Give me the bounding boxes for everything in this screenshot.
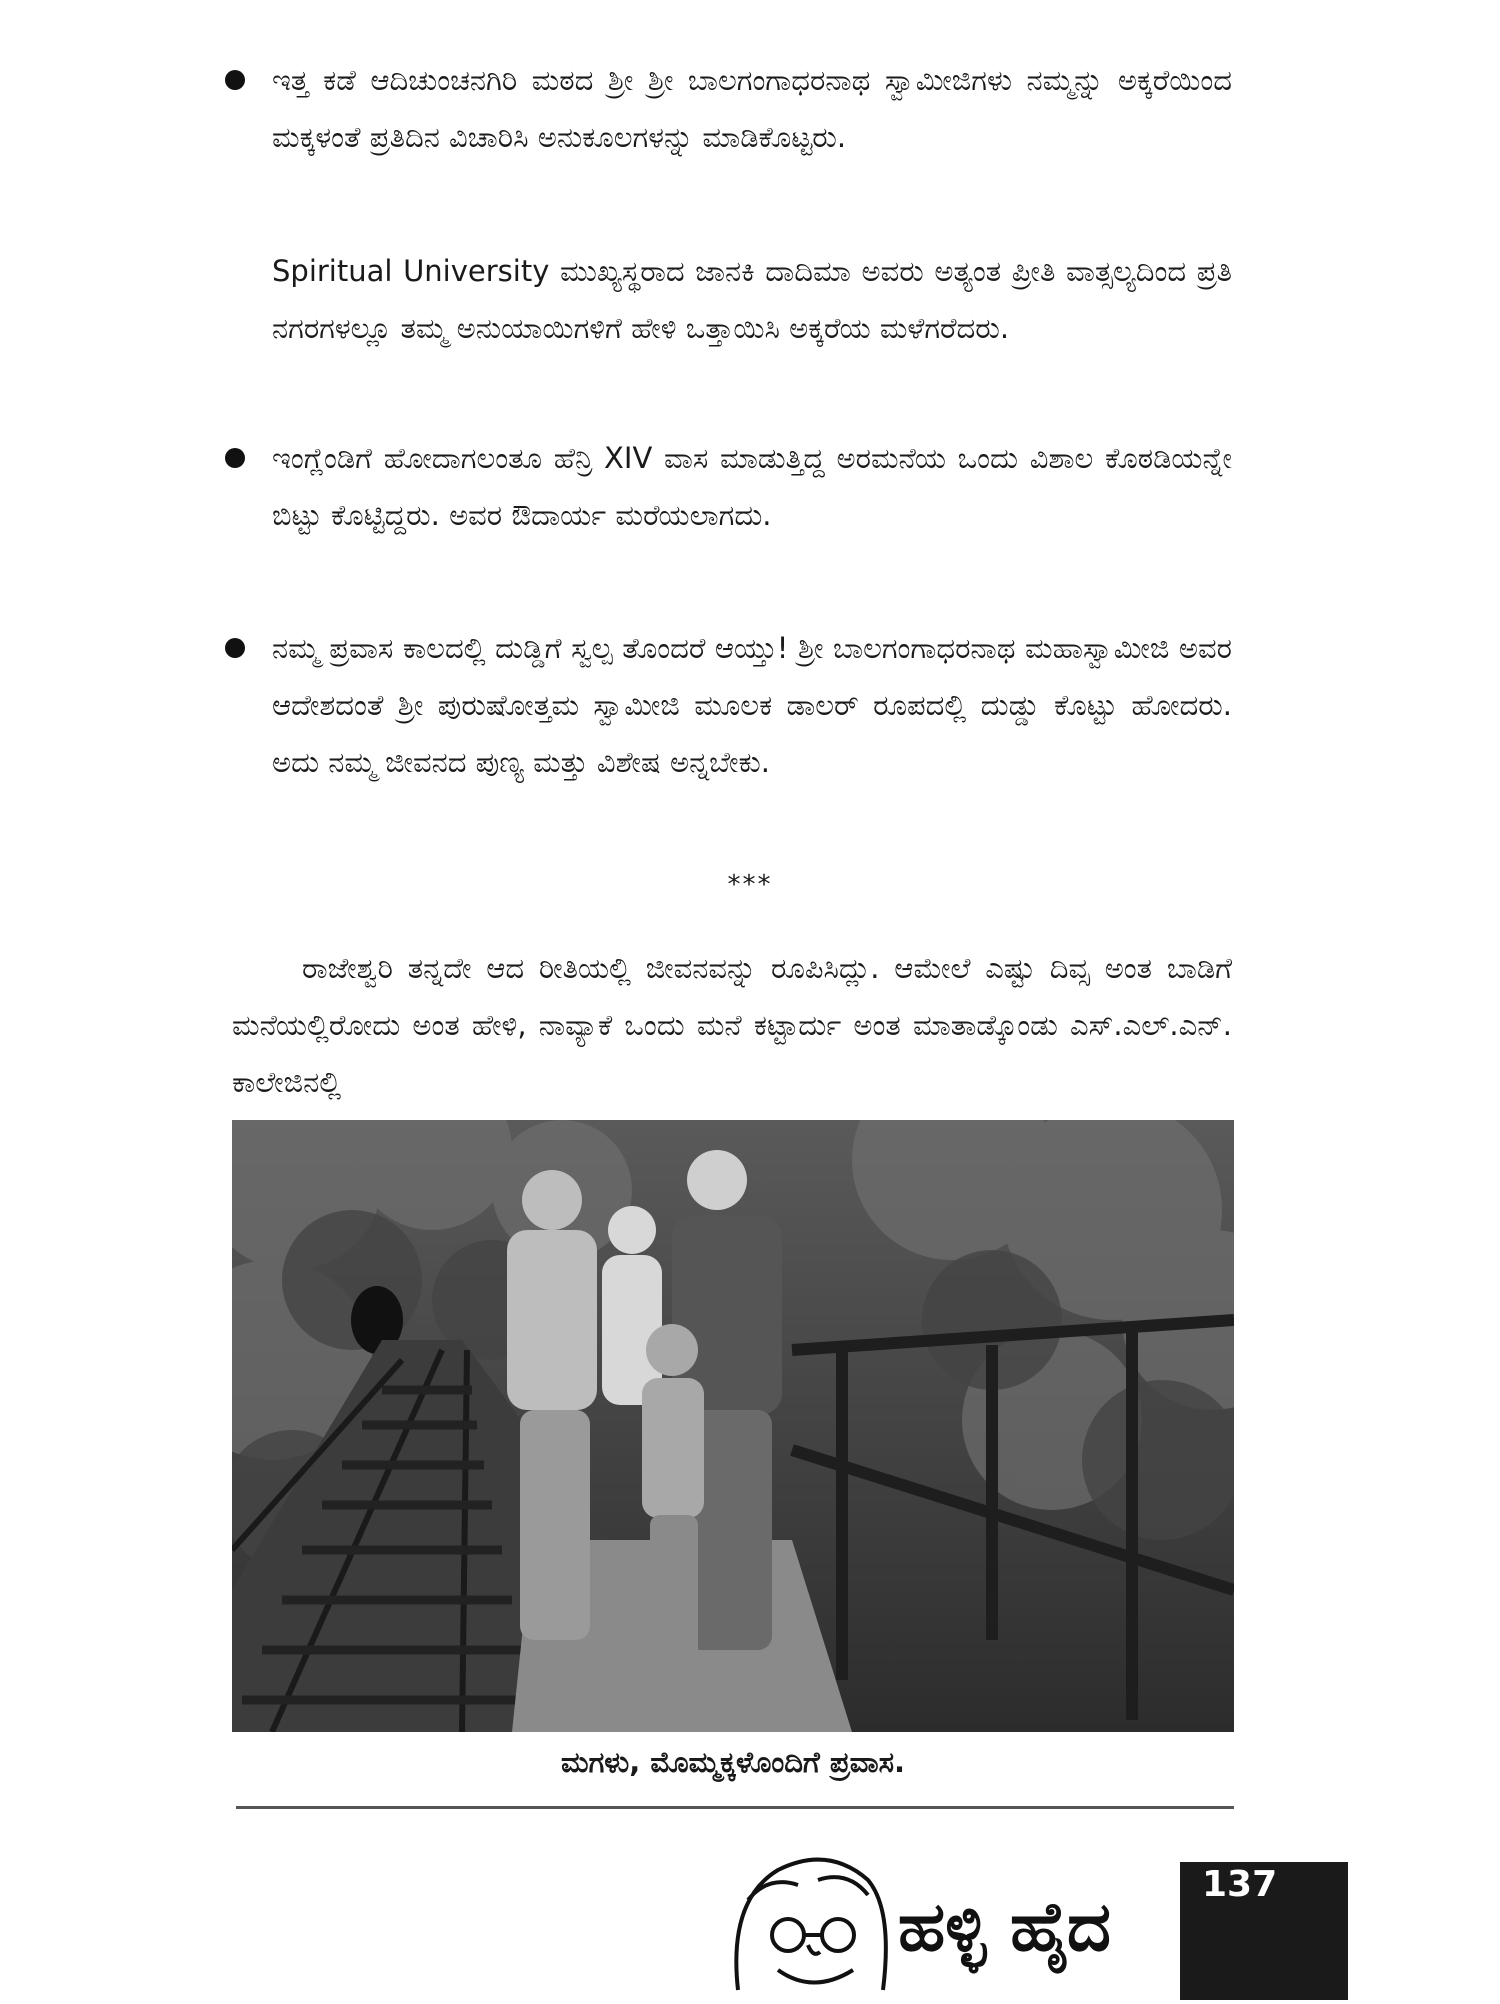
family-photo: [232, 1120, 1234, 1732]
bullet-text: ಇಂಗ್ಲೆಂಡಿಗೆ ಹೋದಾಗಲಂತೂ ಹೆನ್ರಿ XIV ವಾಸ ಮಾಡುತ್ತಿದ್ದ ಅರಮನೆಯ ಒಂದು ವಿಶಾಲ ಕೊಠಡಿಯನ್ನೇ ಬಿಟ್ಟು ಕೊಟ್ಟಿದ್ದರು. ಅವರ ಔದಾರ್ಯ ಮರೆಯಲಾಗದು.: [272, 441, 1232, 532]
bullet-text: ನಮ್ಮ ಪ್ರವಾಸ ಕಾಲದಲ್ಲಿ ದುಡ್ಡಿಗೆ ಸ್ವಲ್ಪ ತೊಂದರೆ ಆಯ್ತು! ಶ್ರೀ ಬಾಲಗಂಗಾಧರನಾಥ ಮಹಾಸ್ವಾಮೀಜಿ ಅವರ ಆದೇಶದಂತೆ ಶ್ರೀ ಪುರುಷೋತ್ತಮ ಸ್ವಾಮೀಜಿ ಮೂಲಕ ಡಾಲರ್ ರೂಪದಲ್ಲಿ ದುಡ್ಡು ಕೊಟ್ಟು ಹೋದರು. ಅದು ನಮ್ಮ ಜೀವನದ ಪುಣ್ಯ ಮತ್ತು ವಿಶೇಷ ಅನ್ನಬೇಕು.: [272, 631, 1232, 779]
bullet-text: ಇತ್ತ ಕಡೆ ಆದಿಚುಂಚನಗಿರಿ ಮಠದ ಶ್ರೀ ಶ್ರೀ ಬಾಲಗಂಗಾಧರನಾಥ ಸ್ವಾಮೀಜಿಗಳು ನಮ್ಮನ್ನು ಅಕ್ಕರೆಯಿಂದ ಮಕ್ಕಳಂತೆ ಪ್ರತಿದಿನ ವಿಚಾರಿಸಿ ಅನುಕೂಲಗಳನ್ನು ಮಾಡಿಕೊಟ್ಟರು.: [272, 63, 1232, 154]
photo-caption: ಮಗಳು, ಮೊಮ್ಮಕ್ಕಳೊಂದಿಗೆ ಪ್ರವಾಸ.: [560, 1745, 906, 1779]
section-separator: ***: [727, 870, 773, 900]
footer-divider: [236, 1806, 1234, 1809]
page-number: 137: [1202, 1864, 1278, 1905]
bullet-item: [232, 620, 1232, 791]
caricature-logo-icon: [718, 1840, 1158, 2000]
bullet-dot-icon: [225, 70, 245, 90]
body-paragraph: ರಾಜೇಶ್ವರಿ ತನ್ನದೇ ಆದ ರೀತಿಯಲ್ಲಿ ಜೀವನವನ್ನು ರೂಪಿಸಿದ್ಲು. ಆಮೇಲೆ ಎಷ್ಟು ದಿವ್ಸ ಅಂತ ಬಾಡಿಗೆ ಮನೆಯಲ್ಲಿರೋದು ಅಂತ ಹೇಳಿ, ನಾವ್ಯಾಕೆ ಒಂದು ಮನೆ ಕಟ್ಟಾರ್ದು ಅಂತ ಮಾತಾಡ್ಕೊಂಡು ಎಸ್.ಎಲ್.ಎನ್. ಕಾಲೇಜಿನಲ್ಲಿ: [232, 951, 1232, 1099]
bullet-dot-icon: [225, 448, 245, 468]
sub-paragraph: Spiritual University ಮುಖ್ಯಸ್ಥರಾದ ಜಾನಕಿ ದಾದಿಮಾ ಅವರು ಅತ್ಯಂತ ಪ್ರೀತಿ ವಾತ್ಸಲ್ಯದಿಂದ ಪ್ರತಿ ನಗರಗಳಲ್ಲೂ ತಮ್ಮ ಅನುಯಾಯಿಗಳಿಗೆ ಹೇಳಿ ಒತ್ತಾಯಿಸಿ ಅಕ್ಕರೆಯ ಮಳೆಗರೆದರು.: [272, 254, 1232, 345]
bullet-item: [232, 430, 1232, 544]
bullet-dot-icon: [225, 638, 245, 658]
logo-text: ಹಳ್ಳಿ ಹೈದ: [898, 1888, 1111, 1967]
page-number-box: [1180, 1862, 1348, 2000]
photo-illustration: [232, 1120, 1234, 1732]
bullet-item: [232, 52, 1232, 166]
series-logo: [718, 1840, 1158, 2000]
